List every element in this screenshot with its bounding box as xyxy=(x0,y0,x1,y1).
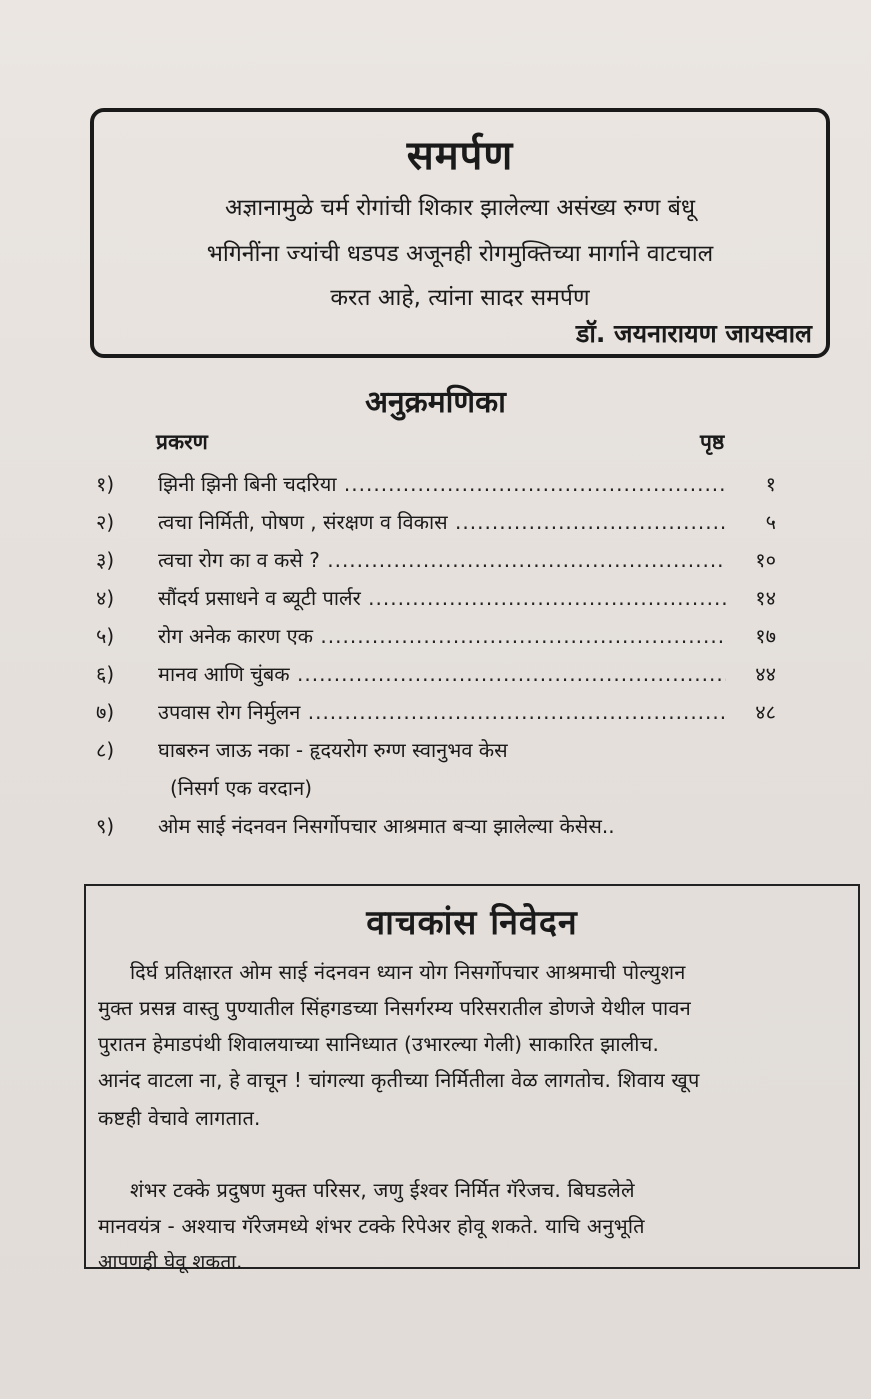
toc-title: त्वचा निर्मिती, पोषण , संरक्षण व विकास ..... xyxy=(158,508,726,535)
toc-number: ९) xyxy=(96,814,115,838)
toc-number: ६) xyxy=(96,662,115,686)
toc-page: १७ xyxy=(755,624,776,648)
reader-note-line: मानवयंत्र - अश्याच गॅरेजमध्ये शंभर टक्के रिपेअर होवू शकते. याचि अनुभूति xyxy=(98,1214,645,1238)
reader-note-line: कष्टही वेचावे लागतात. xyxy=(98,1106,261,1130)
toc-page: ४४ xyxy=(755,662,776,686)
toc-row xyxy=(96,698,776,732)
toc-title: झिनी झिनी बिनी चदरिया ..... xyxy=(158,470,726,497)
reader-note-title: वाचकांस निवेदन xyxy=(366,903,578,943)
toc-subtitle: (निसर्ग एक वरदान) xyxy=(170,776,313,800)
dedication-line: अज्ञानामुळे चर्म रोगांची शिकार झालेल्या असंख्य रुग्ण बंधू xyxy=(224,195,695,221)
reader-note-line: पुरातन हेमाडपंथी शिवालयाच्या सानिध्यात (उभारल्या गेली) साकारित झालीच. xyxy=(98,1032,660,1056)
toc-title: मानव आणि चुंबक ..... xyxy=(158,660,726,687)
toc-row xyxy=(96,508,776,542)
toc-column-page: पृष्ठ xyxy=(700,430,725,454)
toc-row xyxy=(96,584,776,618)
toc-title: ओम साई नंदनवन निसर्गोपचार आश्रमात बऱ्या झालेल्या केसेस.. xyxy=(158,814,615,838)
dedication-line: भगिनींना ज्यांची धडपड अजूनही रोगमुक्तिच्या मार्गाने वाटचाल xyxy=(206,241,714,267)
reader-note-line: आपणही घेवू शकता. xyxy=(98,1251,243,1273)
toc-title: रोग अनेक कारण एक ..... xyxy=(158,622,726,649)
toc-page: १ xyxy=(765,472,776,496)
toc-title: सौंदर्य प्रसाधने व ब्यूटी पार्लर ..... xyxy=(158,584,726,611)
toc-number: ७) xyxy=(96,700,115,724)
dedication-box xyxy=(90,108,830,358)
toc-page: १४ xyxy=(755,586,776,610)
toc-number: २) xyxy=(96,510,115,534)
reader-note-line: शंभर टक्के प्रदुषण मुक्त परिसर, जणु ईश्वर निर्मित गॅरेजच. बिघडलेले xyxy=(130,1178,635,1202)
toc-row xyxy=(96,812,776,846)
reader-note-line: आनंद वाटला ना, हे वाचून ! चांगल्या कृतीच्या निर्मितीला वेळ लागतोच. शिवाय खूप xyxy=(98,1068,700,1092)
toc-column-chapter: प्रकरण xyxy=(156,430,208,454)
toc-page: ४८ xyxy=(755,700,776,724)
toc-page: १० xyxy=(755,548,776,572)
toc-title: त्वचा रोग का व कसे ? ..... xyxy=(158,546,726,573)
toc-title: घाबरुन जाऊ नका - हृदयरोग रुग्ण स्वानुभव केस xyxy=(158,738,508,762)
toc-row xyxy=(96,736,776,770)
toc-page: ५ xyxy=(765,510,776,534)
toc-number: ४) xyxy=(96,586,115,610)
toc-title: उपवास रोग निर्मुलन ..... xyxy=(158,698,726,725)
toc-row xyxy=(96,546,776,580)
toc-row xyxy=(96,470,776,504)
dedication-title: समर्पण xyxy=(406,133,514,179)
reader-note-line: मुक्त प्रसन्न वास्तु पुण्यातील सिंहगडच्या निसर्गरम्य परिसरातील डोणजे येथील पावन xyxy=(98,996,691,1020)
toc-row xyxy=(96,660,776,694)
toc-row xyxy=(96,622,776,656)
toc-number: ८) xyxy=(96,738,115,762)
reader-note-line: दिर्घ प्रतिक्षारत ओम साई नंदनवन ध्यान योग निसर्गोपचार आश्रमाची पोल्युशन xyxy=(130,960,686,984)
reader-note-box xyxy=(84,884,860,1273)
dedication-line: करत आहे, त्यांना सादर समर्पण xyxy=(330,285,590,311)
toc-number: ३) xyxy=(96,548,115,572)
toc-number: १) xyxy=(96,472,115,496)
toc-heading: अनुक्रमणिका xyxy=(365,385,506,420)
dedication-author: डॉ. जयनारायण जायस्वाल xyxy=(575,319,812,348)
toc-number: ५) xyxy=(96,624,115,648)
